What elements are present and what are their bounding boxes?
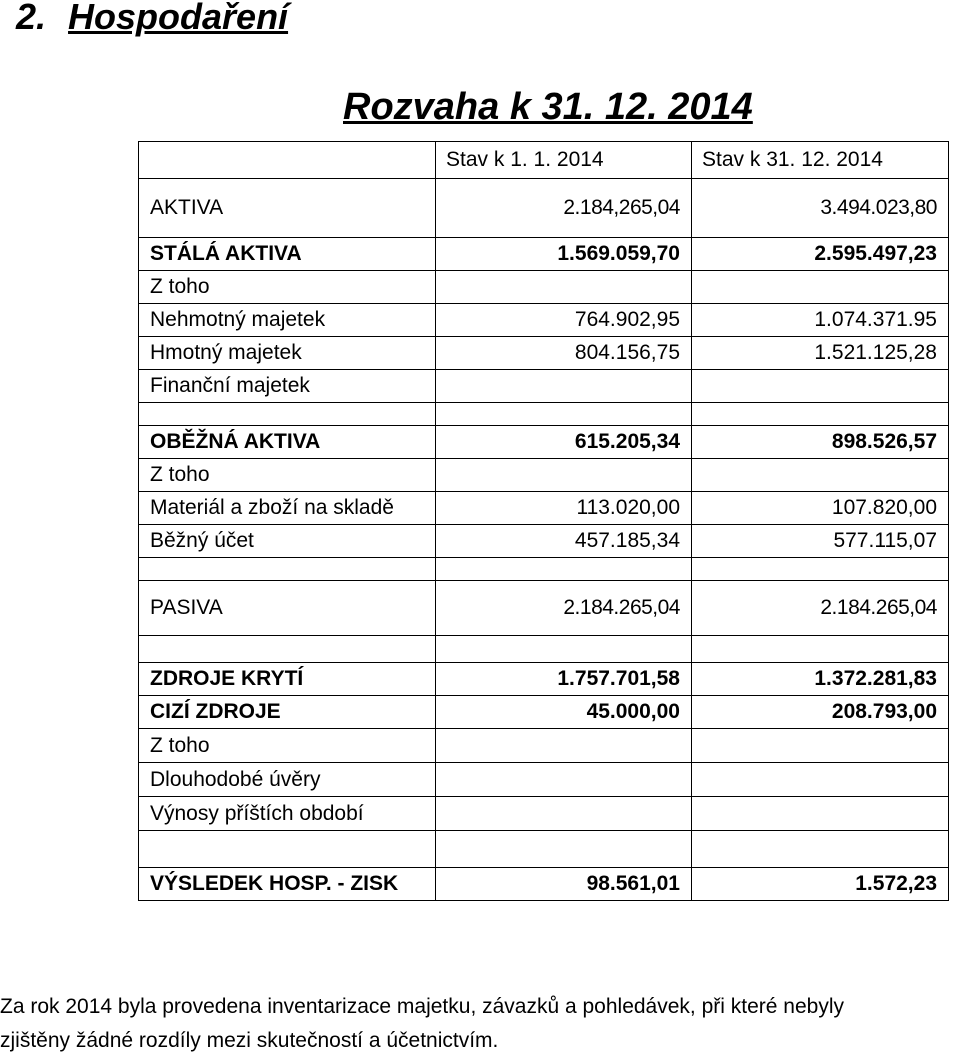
- value-end: 1.074.371.95: [692, 304, 949, 337]
- value-start: [436, 797, 692, 831]
- value-end: 1.521.125,28: [692, 337, 949, 370]
- value-start: 615.205,34: [436, 426, 692, 459]
- row-label: CIZÍ ZDROJE: [139, 696, 436, 729]
- value-end: 1.372.281,83: [692, 663, 949, 696]
- row-nehmotny-majetek: [139, 304, 949, 337]
- value-start: 2.184.265,04: [436, 581, 692, 636]
- row-financni-majetek: [139, 370, 949, 403]
- value-start: 804.156,75: [436, 337, 692, 370]
- value-start: [436, 729, 692, 763]
- spacer-row: [139, 403, 949, 426]
- value-start: 2.184,265,04: [436, 179, 692, 238]
- spacer-row: [139, 558, 949, 581]
- row-label: STÁLÁ AKTIVA: [139, 238, 436, 271]
- row-label: Z toho: [139, 271, 436, 304]
- row-bezny-ucet: [139, 525, 949, 558]
- value-end: [692, 370, 949, 403]
- section-number: 2.: [16, 0, 47, 37]
- row-z-toho: [139, 271, 949, 304]
- header-row: [139, 142, 949, 179]
- row-z-toho: [139, 459, 949, 492]
- value-start: 764.902,95: [436, 304, 692, 337]
- value-start: 113.020,00: [436, 492, 692, 525]
- balance-sheet-table: [138, 141, 949, 901]
- value-start: [436, 763, 692, 797]
- value-start: [436, 459, 692, 492]
- value-end: [692, 729, 949, 763]
- row-stala-aktiva: [139, 238, 949, 271]
- value-end: 2.595.497,23: [692, 238, 949, 271]
- row-label: PASIVA: [139, 581, 436, 636]
- row-aktiva: [139, 179, 949, 238]
- header-empty-cell: [139, 142, 436, 179]
- section-name: Hospodaření: [68, 0, 289, 37]
- value-start: 1.757.701,58: [436, 663, 692, 696]
- value-end: [692, 797, 949, 831]
- value-end: [692, 459, 949, 492]
- value-end: [692, 763, 949, 797]
- header-end-date: Stav k 31. 12. 2014: [692, 142, 949, 179]
- row-label: OBĚŽNÁ AKTIVA: [139, 426, 436, 459]
- row-label: Dlouhodobé úvěry: [139, 763, 436, 797]
- value-start: [436, 370, 692, 403]
- row-dlouhodobe-uvery: [139, 763, 949, 797]
- row-cizi-zdroje: [139, 696, 949, 729]
- row-zdroje-kryti: [139, 663, 949, 696]
- row-label: Materiál a zboží na skladě: [139, 492, 436, 525]
- row-z-toho: [139, 729, 949, 763]
- row-label: Finanční majetek: [139, 370, 436, 403]
- footer-line-2: zjištěny žádné rozdíly mezi skutečností a účetnictvím.: [0, 1029, 499, 1052]
- section-heading: [16, 0, 288, 38]
- value-end: 577.115,07: [692, 525, 949, 558]
- row-label: Nehmotný majetek: [139, 304, 436, 337]
- row-label: VÝSLEDEK HOSP. - ZISK: [139, 868, 436, 901]
- row-obezna-aktiva: [139, 426, 949, 459]
- footer-line-1: Za rok 2014 byla provedena inventarizace majetku, závazků a pohledávek, při které nebyly: [0, 995, 844, 1018]
- value-end: 3.494.023,80: [692, 179, 949, 238]
- row-label: Z toho: [139, 459, 436, 492]
- value-start: 1.569.059,70: [436, 238, 692, 271]
- value-end: 898.526,57: [692, 426, 949, 459]
- row-pasiva: [139, 581, 949, 636]
- header-start-date: Stav k 1. 1. 2014: [436, 142, 692, 179]
- value-start: 457.185,34: [436, 525, 692, 558]
- row-label: Běžný účet: [139, 525, 436, 558]
- value-start: 98.561,01: [436, 868, 692, 901]
- value-end: [692, 271, 949, 304]
- value-end: 1.572,23: [692, 868, 949, 901]
- footer-note: [0, 990, 960, 1058]
- row-label: ZDROJE KRYTÍ: [139, 663, 436, 696]
- value-start: [436, 271, 692, 304]
- value-end: 208.793,00: [692, 696, 949, 729]
- row-material: [139, 492, 949, 525]
- row-vynosy-pristich-obdobi: [139, 797, 949, 831]
- balance-sheet-title: Rozvaha k 31. 12. 2014: [343, 86, 753, 128]
- value-end: 2.184.265,04: [692, 581, 949, 636]
- spacer-row: [139, 636, 949, 663]
- row-label: AKTIVA: [139, 179, 436, 238]
- row-label: Výnosy příštích období: [139, 797, 436, 831]
- value-end: 107.820,00: [692, 492, 949, 525]
- row-vysledek-hospodareni: [139, 868, 949, 901]
- row-label: Z toho: [139, 729, 436, 763]
- row-label: Hmotný majetek: [139, 337, 436, 370]
- spacer-row: [139, 831, 949, 868]
- value-start: 45.000,00: [436, 696, 692, 729]
- row-hmotny-majetek: [139, 337, 949, 370]
